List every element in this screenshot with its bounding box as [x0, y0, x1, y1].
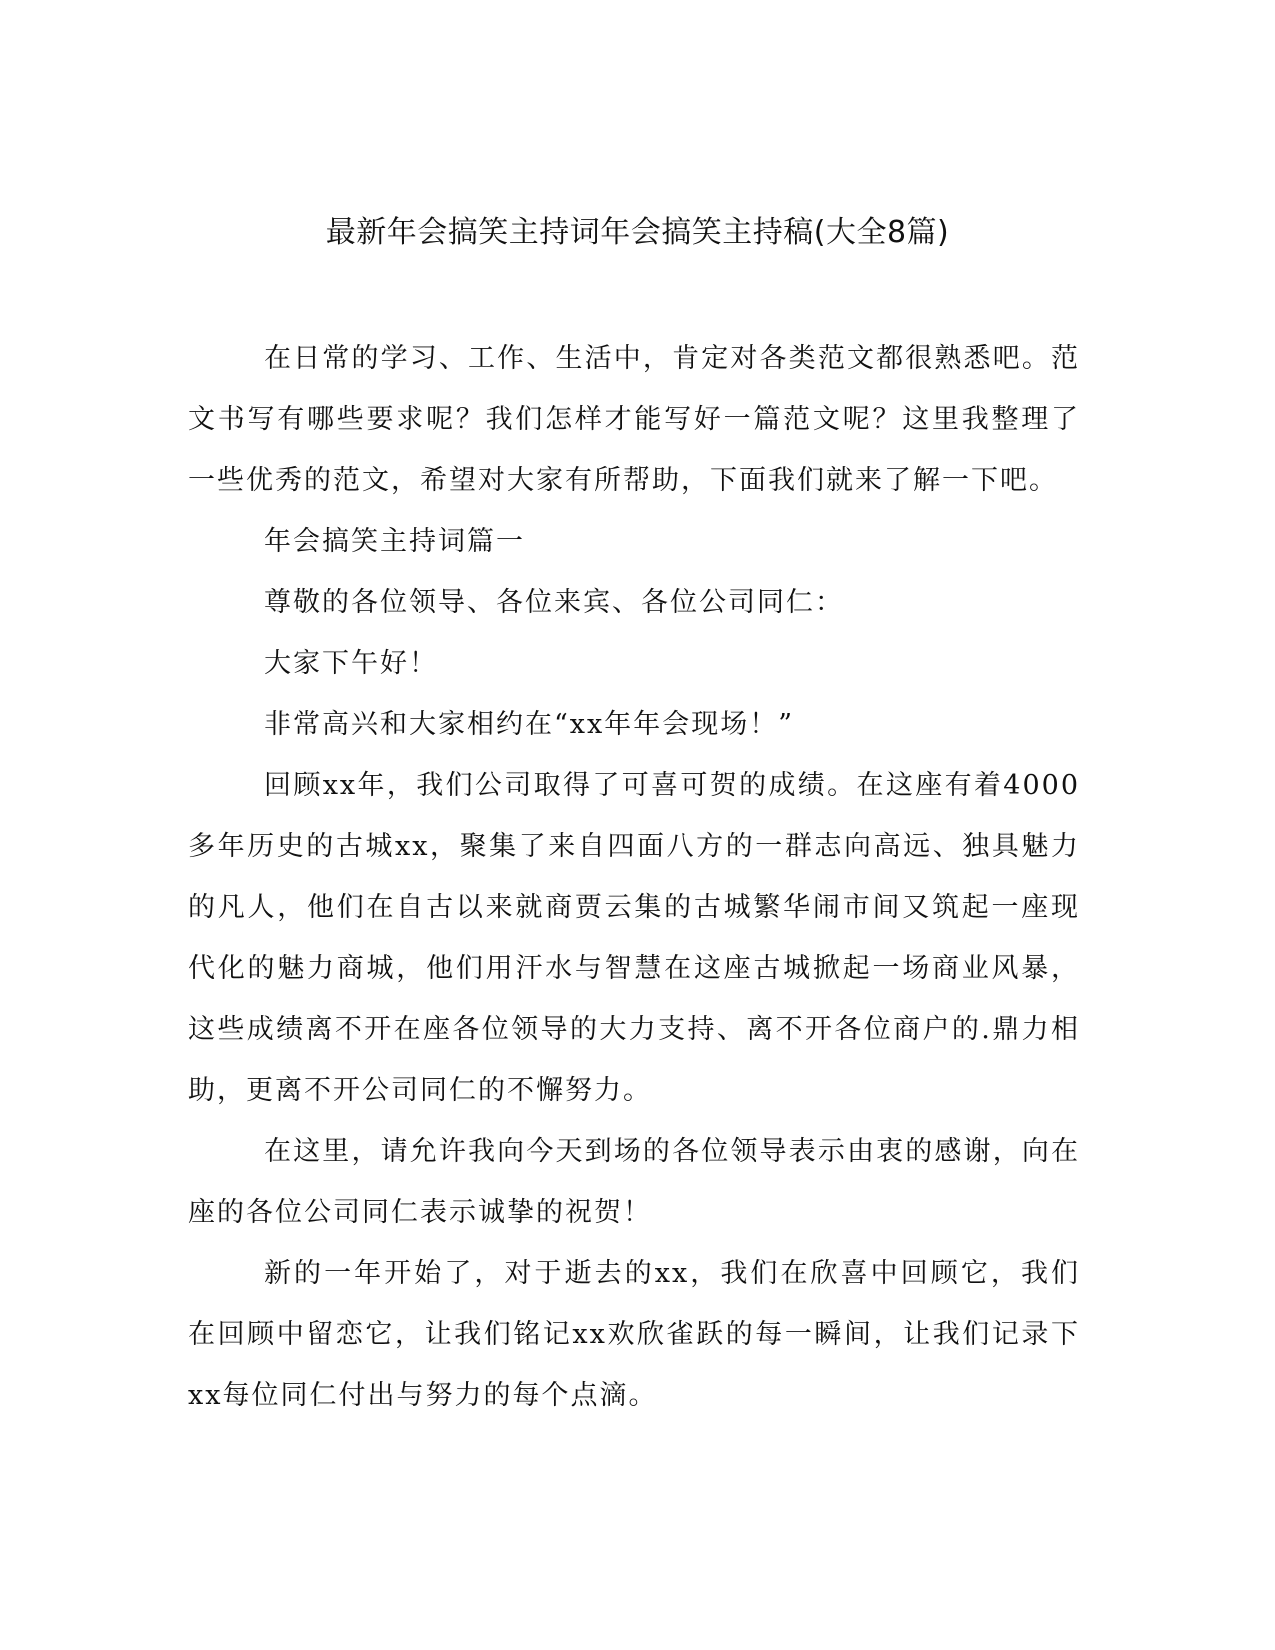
paragraph-greeting: 大家下午好！	[264, 648, 438, 679]
document-title: 最新年会搞笑主持词年会搞笑主持稿(大全8篇)	[325, 215, 950, 250]
paragraph-salutation: 尊敬的各位领导、各位来宾、各位公司同仁：	[264, 587, 844, 618]
paragraph-opening: 非常高兴和大家相约在“xx年年会现场！”	[264, 709, 795, 740]
paragraph-intro: 在日常的学习、工作、生活中，肯定对各类范文都很熟悉吧。范文书写有哪些要求呢？我们怎样才能写好一篇范文呢？这里我整理了一些优秀的范文，希望对大家有所帮助，下面我们就来了解一下吧。	[188, 343, 1080, 496]
paragraph-review: 回顾xx年，我们公司取得了可喜可贺的成绩。在这座有着4000多年历史的古城xx，聚集了来自四面八方的一群志向高远、独具魅力的凡人，他们在自古以来就商贾云集的古城繁华闹市间又筑起一座现代化的魅力商城，他们用汗水与智慧在这座古城掀起一场商业风暴，这些成绩离不开在座各位领导的大力支持、离不开各位商户的.鼎力相助，更离不开公司同仁的不懈努力。	[188, 770, 1080, 1106]
paragraph-new-year: 新的一年开始了，对于逝去的xx，我们在欣喜中回顾它，我们在回顾中留恋它，让我们铭记xx欢欣雀跃的每一瞬间，让我们记录下xx每位同仁付出与努力的每个点滴。	[188, 1258, 1080, 1411]
section-heading: 年会搞笑主持词篇一	[264, 526, 525, 557]
paragraph-thanks: 在这里，请允许我向今天到场的各位领导表示由衷的感谢，向在座的各位公司同仁表示诚挚的祝贺！	[188, 1136, 1080, 1228]
document-body	[188, 328, 1080, 1426]
